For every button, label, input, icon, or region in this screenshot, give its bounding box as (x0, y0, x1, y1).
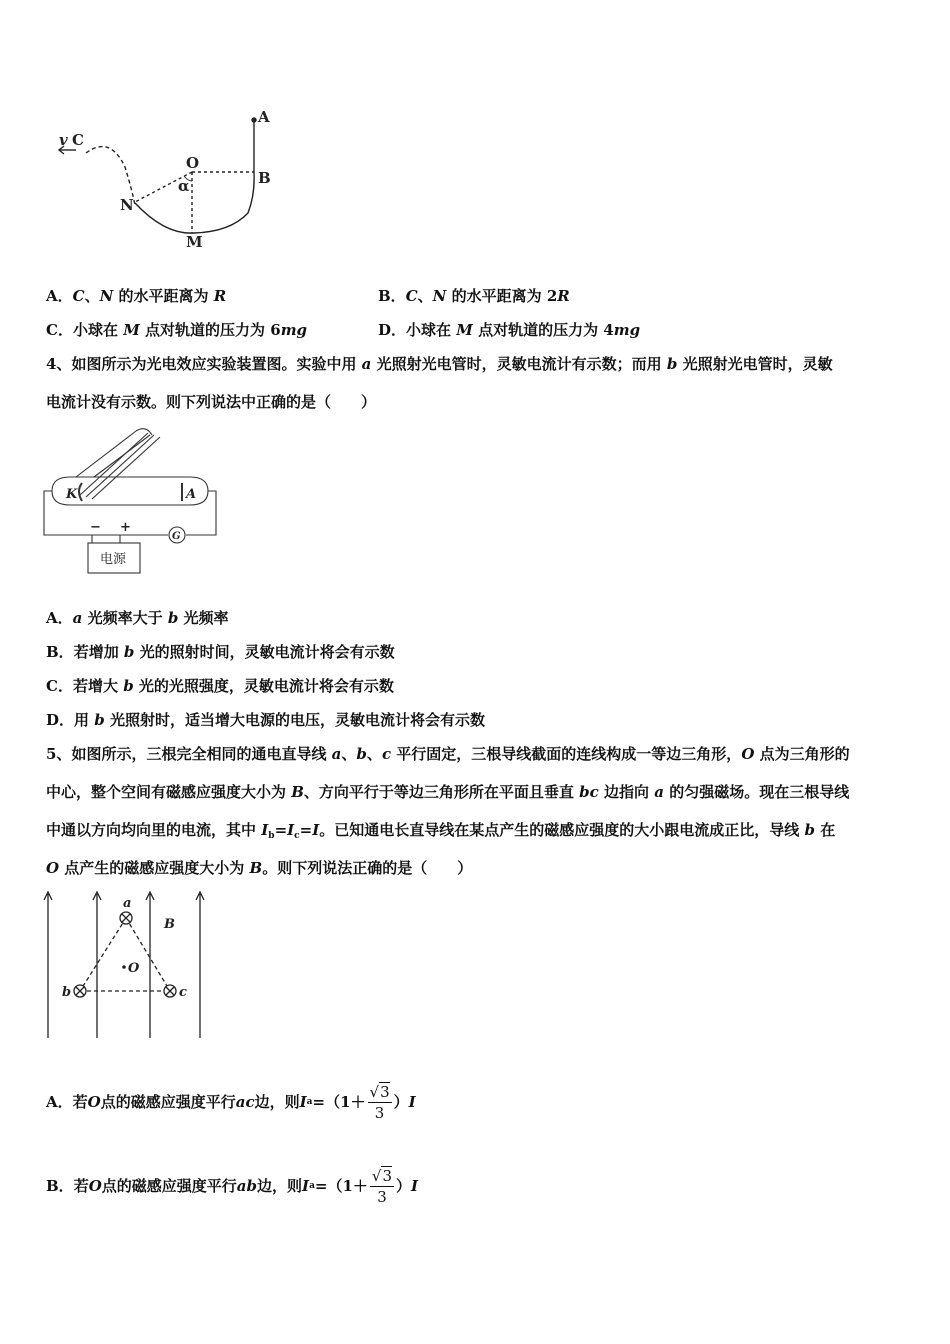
q3-option-d[interactable]: D．小球在 M 点对轨道的压力为 4mg (378, 321, 641, 339)
label-alpha: α (178, 177, 190, 195)
label-power-source: 电源 (100, 552, 127, 567)
label-v: v (59, 131, 68, 149)
q5-stem-line1: 5、如图所示，三根完全相同的通电直导线 a、b、c 平行固定，三根导线截面的连线构成一等边三角形，O 点为三角形的 (46, 745, 850, 763)
label-N: N (120, 196, 134, 214)
label-field-B: B (164, 917, 175, 932)
q4-stem-line2: 电流计没有示数。则下列说法中正确的是（ ） (46, 393, 377, 411)
label-O: O (186, 154, 200, 172)
cathode-K (79, 483, 82, 501)
label-A-electrode: A (186, 487, 197, 502)
q5-option-a[interactable]: A． 若 O 点的磁感应强度平行 ac 边，则 I a =（1＋ $\frac{√3}{3}$ ） I (46, 1082, 416, 1122)
label-B: B (258, 169, 271, 187)
circular-track (135, 173, 254, 233)
q5-stem-line4: O 点产生的磁感应强度大小为 B。则下列说法正确的是（ ） (46, 859, 473, 877)
q4-option-c[interactable]: C．若增大 b 光的光照强度，灵敏电流计将会有示数 (46, 677, 394, 695)
label-wire-a: a (123, 896, 132, 911)
label-plus: + (120, 520, 131, 535)
q3-option-b[interactable]: B．C、N 的水平距离为 2R (378, 287, 570, 305)
q4-option-a[interactable]: A．a 光频率大于 b 光频率 (46, 609, 229, 627)
q5-number: 5、 (46, 745, 72, 763)
q5-stem-line2: 中心，整个空间有磁感应强度大小为 B、方向平行于等边三角形所在平面且垂直 bc 边指向 a 的匀强磁场。现在三根导线 (46, 783, 850, 801)
q4-option-d[interactable]: D．用 b 光照射时，适当增大电源的电压，灵敏电流计将会有示数 (46, 711, 485, 729)
q5-stem-line3: 中通以方向均向里的电流，其中 $I_b=I_c=I$。已知通电长直导线在某点产生的磁感应强度的大小跟电流成正比，导线 b 在 (46, 821, 836, 841)
label-M: M (186, 233, 203, 251)
label-K: K (66, 487, 78, 502)
q5-option-b[interactable]: B． 若 O 点的磁感应强度平行 ab 边，则 I a =（1＋ $\frac{√3}{3}$ ） I (46, 1166, 419, 1206)
q4-option-b[interactable]: B．若增加 b 光的照射时间，灵敏电流计将会有示数 (46, 643, 395, 661)
three-wires-diagram (40, 888, 210, 1040)
q3-option-c[interactable]: C．小球在 M 点对轨道的压力为 6mg (46, 321, 308, 339)
label-wire-c: c (179, 985, 187, 1000)
photoelectric-diagram (40, 425, 220, 580)
fraction-sqrt3-over-3: $\frac{√3}{3}$ (371, 1166, 393, 1206)
label-minus: − (90, 520, 101, 535)
label-A: A (258, 108, 270, 126)
track-diagram (50, 105, 290, 255)
q3-option-a[interactable]: A．C、N 的水平距离为 R (46, 287, 227, 305)
label-G: G (172, 531, 181, 542)
label-C: C (72, 131, 84, 149)
label-wire-b: b (62, 985, 72, 1000)
q4-number: 4、 (46, 355, 72, 373)
center-O-point (122, 965, 126, 969)
fraction-sqrt3-over-3: $\frac{√3}{3}$ (369, 1082, 390, 1122)
q4-stem-line1: 4、如图所示为光电效应实验装置图。实验中用 a 光照射光电管时，灵敏电流计有示数；而用 b 光照射光电管时，灵敏 (46, 355, 833, 373)
label-O-center: O (128, 961, 140, 976)
